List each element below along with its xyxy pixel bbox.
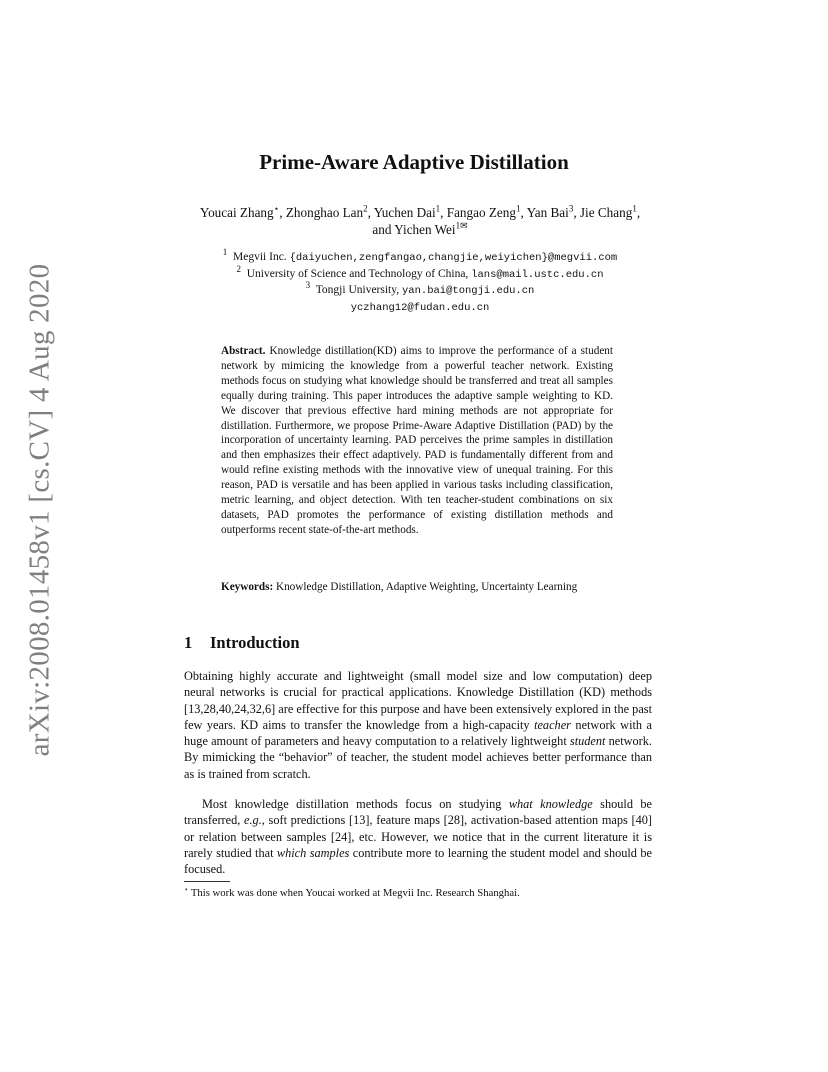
paragraph-text: Obtaining highly accurate and lightweight (small model size and low computation) deep neural networks is crucial for practical applications. Knowledge Distillation (KD) methods [13,28,40,24,32,6] are effective for this purpose and have been extensively explored in the past few years. KD aims to transfer the knowledge from a high-capacity	[184, 669, 652, 732]
abstract	[221, 344, 613, 538]
author-name: Yichen Wei	[394, 222, 456, 237]
affiliation-list	[170, 247, 670, 316]
affiliation-line	[170, 280, 670, 300]
abstract-label: Abstract.	[221, 345, 266, 357]
section-title: Introduction	[210, 633, 300, 652]
affiliation-mark: 1	[222, 247, 228, 258]
author-mark: ⋆	[273, 203, 280, 214]
keywords	[221, 580, 613, 595]
paragraph-text: , soft predictions [13], feature maps [28], activation-based attention maps [40] or relation between samples [24], etc. However, we notice that in the current literature it is rarely studied that	[184, 813, 652, 860]
paragraph-text: network. By mimicking the “behavior” of teacher, the student model achieves better performance than as is trained from scratch.	[184, 734, 652, 781]
affiliation-text: University of Science and Technology of China,	[246, 267, 472, 280]
paragraph-text: contribute more to learning the student model and should be focused.	[184, 845, 652, 877]
author-name: Zhonghao Lan	[285, 205, 364, 220]
paragraph-text: should be transferred,	[184, 797, 653, 828]
author-name: Yan Bai	[526, 205, 569, 220]
affiliation-text: Megvii Inc.	[233, 251, 290, 263]
author-mark: 1	[515, 203, 521, 214]
keywords-label: Keywords:	[221, 581, 274, 593]
emphasis-text: e.g.	[244, 813, 262, 828]
emphasis-text: which samples	[276, 845, 350, 860]
affiliation-email: yczhang12@fudan.edu.cn	[350, 301, 490, 314]
affiliation-mark: 2	[236, 263, 241, 274]
author-mark: 2	[363, 203, 368, 214]
emphasis-text: what knowledge	[508, 797, 593, 811]
footnote-text: This work was done when Youcai worked at Megvii Inc. Research Shanghai.	[190, 887, 520, 899]
footnote	[184, 886, 520, 900]
author-name: Youcai Zhang	[199, 205, 274, 220]
author-name: Jie Chang	[579, 205, 633, 220]
paragraph-text: network with a huge amount of parameters and heavy computation to a relatively lightweight	[184, 717, 652, 749]
author-mark: 1✉	[455, 220, 468, 231]
paragraph-text: Most knowledge distillation methods focus on studying	[202, 797, 509, 811]
section-heading	[184, 633, 300, 653]
author-mark: 1	[435, 203, 441, 214]
paper-title: Prime-Aware Adaptive Distillation	[259, 150, 569, 174]
affiliation-line	[170, 247, 670, 267]
affiliation-mark: 3	[305, 280, 311, 291]
section-number: 1	[184, 633, 193, 652]
author-mark: 3	[568, 203, 574, 214]
author-mark: 1	[632, 203, 637, 214]
affiliation-line	[170, 263, 670, 284]
affiliation-text: Tongji University,	[315, 284, 402, 296]
author-name: Fangao Zeng	[446, 205, 516, 220]
keywords-text: Knowledge Distillation, Adaptive Weighting, Uncertainty Learning	[276, 581, 578, 593]
author-list: Youcai Zhang⋆, Zhonghao Lan$^2$, Yuchen Dai$^1$, Fangao Zeng$^1$, Yan Bai$^3$, Jie Chang$^1$, and Yichen Wei$^{1✉}$	[199, 203, 641, 237]
footnote-divider	[184, 881, 230, 882]
arxiv-identifier-text: arXiv:2008.01458v1 [cs.CV] 4 Aug 2020	[23, 263, 56, 757]
affiliation-email: lans@mail.ustc.edu.cn	[471, 268, 604, 281]
author-conjunction: and	[372, 222, 392, 237]
emphasis-text: student	[569, 734, 606, 749]
body-paragraph	[184, 796, 652, 877]
affiliation-line	[170, 300, 670, 317]
footnote-mark: ⋆	[184, 885, 189, 894]
body-paragraph	[184, 668, 652, 782]
emphasis-text: teacher	[534, 717, 571, 732]
author-name: Yuchen Dai	[373, 205, 436, 220]
affiliation-email: {daiyuchen,zengfangao,changjie,weiyichen}@megvii.com	[289, 252, 618, 264]
affiliation-email: yan.bai@tongji.edu.cn	[402, 285, 535, 297]
abstract-text: Knowledge distillation(KD) aims to improve the performance of a student network by mimicing the knowledge from a powerful teacher network. Existing methods focus on studying what knowledge should be transferred and treat all samples equally during training. This paper introduces the adaptive sample weighting to KD. We discover that previous effective hard mining methods are not appropriate for distillation. Furthermore, we propose Prime-Aware Adaptive Distillation (PAD) by the incorporation of uncertainty learning. PAD perceives the prime samples in distillation and then emphasizes their effect adaptively. PAD is fundamentally different from and would refine existing methods with the innovative view of unequal training. For this reason, PAD is versatile and has been applied in various tasks including classification, metric learning, and object detection. With ten teacher-student combinations on six datasets, PAD promotes the performance of existing distillation methods and outperforms recent state-of-the-art methods.	[221, 345, 613, 536]
